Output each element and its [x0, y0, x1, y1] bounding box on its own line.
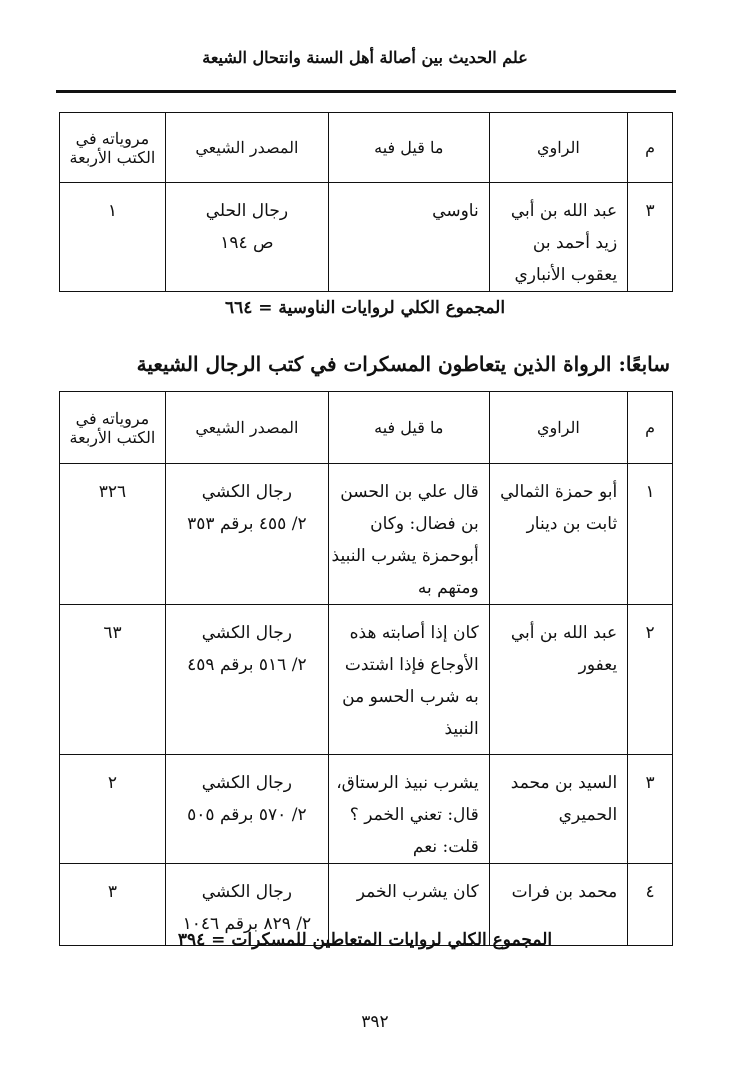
cell-num: ٤	[628, 864, 673, 946]
col-header-source: المصدر الشيعي	[165, 113, 328, 183]
col-header-num: م	[628, 113, 673, 183]
cell-said-line: قال: تعني الخمر ؟	[349, 805, 479, 825]
cell-said-line: كان إذا أصابته هذه	[349, 623, 479, 643]
cell-count: ١	[60, 183, 166, 292]
table-intoxicants	[59, 391, 673, 946]
cell-count: ٣	[60, 864, 166, 946]
cell-said-line: ومتهم به	[417, 578, 479, 598]
cell-num: ٣	[628, 755, 673, 864]
cell-count: ٢	[60, 755, 166, 864]
total-intoxicants: المجموع الكلي لروايات المتعاطين للمسكرات = ٣٩٤	[177, 930, 553, 950]
cell-narrator	[489, 605, 627, 755]
cell-source-line: ٢/ ٨٢٩ برقم ١٠٤٦	[182, 914, 312, 934]
cell-said-line: ناوسي	[432, 201, 479, 221]
cell-said	[328, 464, 489, 605]
header-rule	[56, 90, 676, 93]
table-row	[60, 605, 673, 755]
total-naawusiya: المجموع الكلي لروايات الناوسية = ٦٦٤	[224, 298, 506, 318]
cell-count: ٣٢٦	[60, 464, 166, 605]
cell-source-line: رجال الكشي	[201, 773, 293, 793]
cell-narrator-line: محمد بن فرات	[511, 882, 618, 902]
cell-narrator-line: يعفور	[578, 655, 618, 675]
cell-source-line: ص ١٩٤	[220, 233, 274, 253]
cell-source-line: ٢/ ٤٥٥ برقم ٣٥٣	[187, 514, 307, 534]
cell-narrator-line: الحميري	[558, 805, 618, 825]
cell-said-line: قال علي بن الحسن	[340, 482, 479, 502]
cell-source-line: رجال الكشي	[201, 623, 293, 643]
table2-body	[60, 464, 673, 946]
cell-said-line: بن فضال: وكان	[370, 514, 479, 534]
cell-said-line: النبيذ	[444, 719, 479, 739]
section-title: سابعًا: الرواة الذين يتعاطون المسكرات في كتب الرجال الشيعية	[136, 352, 670, 376]
col-header-count: مروياته في الكتب الأربعة	[60, 113, 166, 183]
cell-narrator	[489, 464, 627, 605]
cell-said-line: الأوجاع فإذا اشتدت	[344, 655, 479, 675]
col-header-count: مروياته في الكتب الأربعة	[60, 392, 166, 464]
cell-source-line: ٢/ ٥١٦ برقم ٤٥٩	[187, 655, 307, 675]
cell-narrator	[489, 183, 627, 292]
col-header-num: م	[628, 392, 673, 464]
cell-narrator-line: السيد بن محمد	[510, 773, 618, 793]
cell-count: ٦٣	[60, 605, 166, 755]
cell-narrator-line: أبو حمزة الثمالي	[500, 482, 618, 502]
col-header-said: ما قيل فيه	[328, 113, 489, 183]
cell-source	[165, 755, 328, 864]
col-header-narrator: الراوي	[489, 392, 627, 464]
cell-source-line: رجال الكشي	[201, 882, 293, 902]
cell-narrator-line: يعقوب الأنباري	[514, 265, 618, 285]
cell-narrator-line: عبد الله بن أبي	[510, 201, 618, 221]
cell-num: ٣	[628, 183, 673, 292]
cell-narrator	[489, 755, 627, 864]
table-row	[60, 183, 673, 292]
cell-source-line: ٢/ ٥٧٠ برقم ٥٠٥	[187, 805, 307, 825]
cell-source	[165, 605, 328, 755]
cell-said-line: به شرب الحسو من	[342, 687, 479, 707]
table-row	[60, 464, 673, 605]
cell-said	[328, 183, 489, 292]
table1-body	[60, 183, 673, 292]
cell-said-line: قلت: نعم	[412, 837, 479, 857]
cell-said-line: أبوحمزة يشرب النبيذ	[331, 546, 479, 566]
cell-source-line: رجال الكشي	[201, 482, 293, 502]
cell-said	[328, 605, 489, 755]
cell-narrator-line: عبد الله بن أبي	[510, 623, 618, 643]
cell-num: ١	[628, 464, 673, 605]
cell-source	[165, 464, 328, 605]
cell-num: ٢	[628, 605, 673, 755]
running-header: علم الحديث بين أصالة أهل السنة وانتحال الشيعة	[202, 48, 528, 67]
cell-source-line: رجال الحلي	[205, 201, 289, 221]
page-number: ٣٩٢	[361, 1012, 389, 1032]
cell-narrator-line: ثابت بن دينار	[526, 514, 618, 534]
table-row	[60, 755, 673, 864]
col-header-said: ما قيل فيه	[328, 392, 489, 464]
cell-said-line: كان يشرب الخمر	[356, 882, 479, 902]
table-naawusiya	[59, 112, 673, 292]
cell-narrator-line: زيد أحمد بن	[532, 233, 618, 253]
cell-said-line: يشرب نبيذ الرستاق،	[336, 773, 479, 793]
cell-source	[165, 183, 328, 292]
cell-said	[328, 755, 489, 864]
col-header-narrator: الراوي	[489, 113, 627, 183]
col-header-source: المصدر الشيعي	[165, 392, 328, 464]
